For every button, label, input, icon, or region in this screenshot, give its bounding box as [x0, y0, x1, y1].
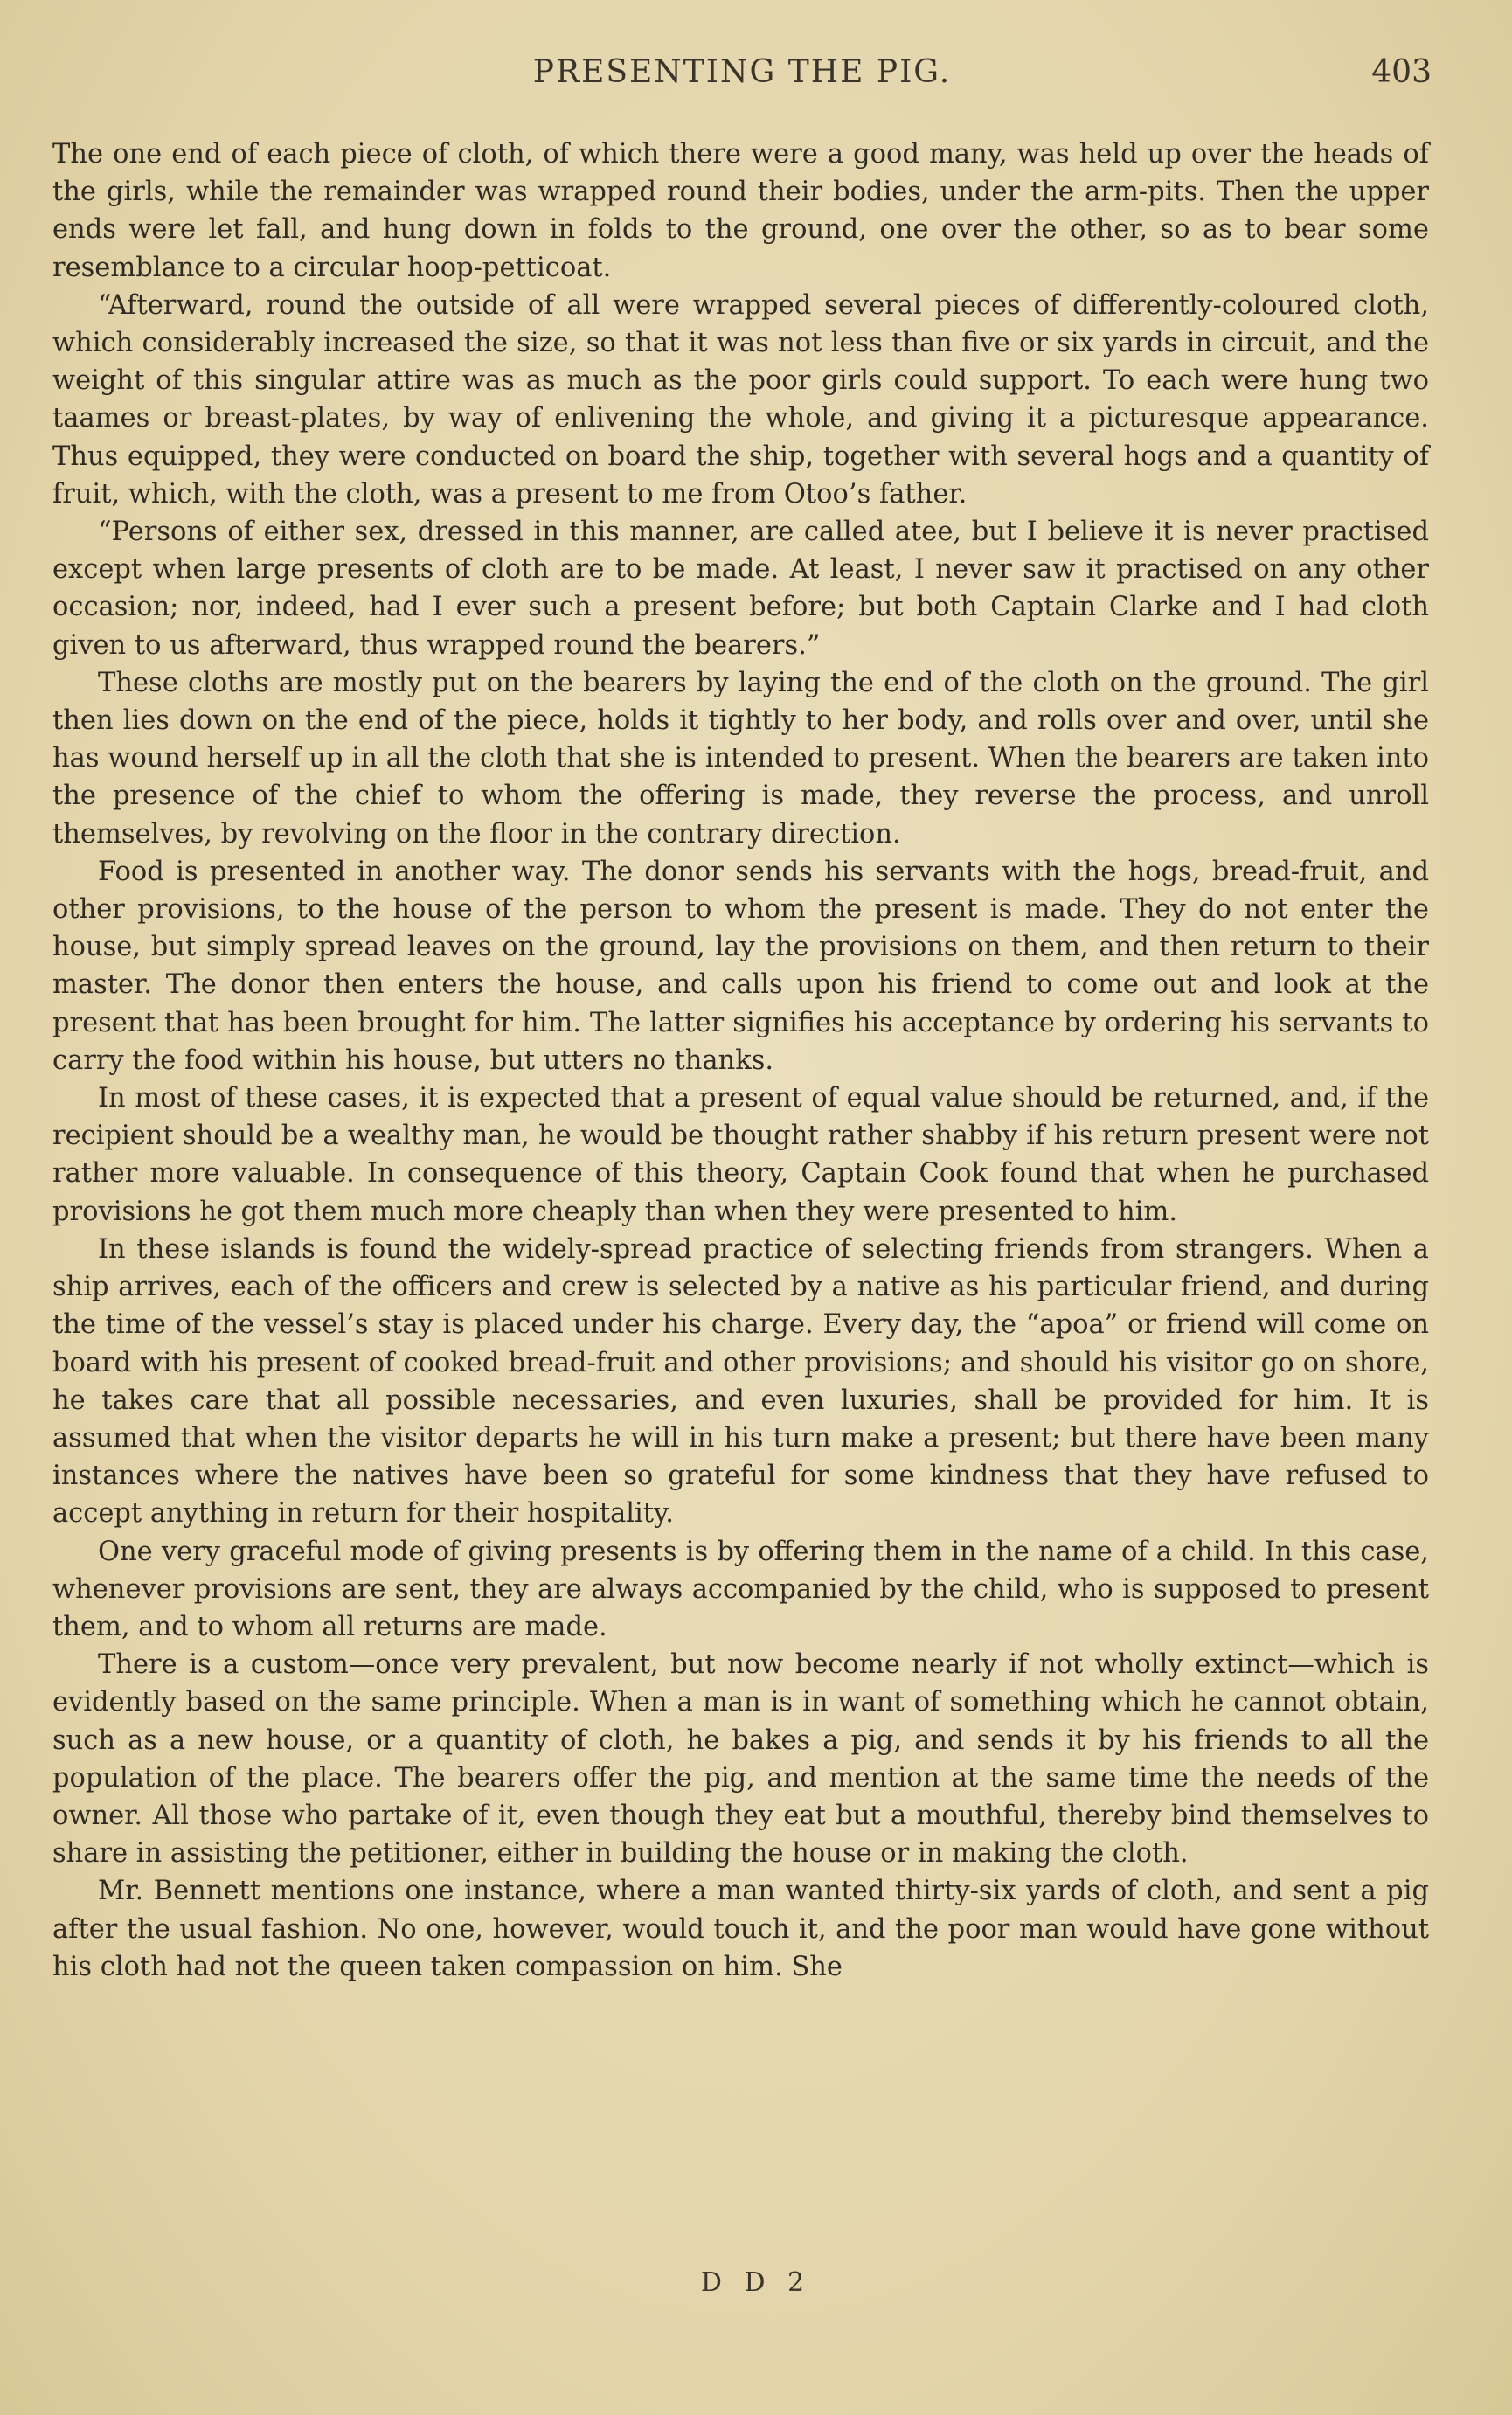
running-head	[52, 54, 1432, 107]
paragraph-1: The one end of each piece of cloth, of which there were a good many, was held up over the heads of the girls, while the remainder was wrapped round their bodies, under the arm-pits. Then the upper ends were let fall, and hung down in folds to the ground, one over the other, so as to bear some resemblance to a circular hoop-petticoat.	[52, 139, 1429, 283]
page-number: 403	[1371, 54, 1432, 90]
paragraph-6: In most of these cases, it is expected that a present of equal value should be returned, and, if the recipient should be a wealthy man, he would be thought rather shabby if his return present were not rather more valuable. In consequence of this theory, Captain Cook found that when he purchased provisions he got them much more cheaply than when they were presented to him.	[52, 1083, 1429, 1227]
paragraph-4: These cloths are mostly put on the bearers by laying the end of the cloth on the ground. The girl then lies down on the end of the piece, holds it tightly to her body, and rolls over and over, until she has wound herself up in all the cloth that she is intended to present. When the bearers are taken into the presence of the chief to whom the offering is made, they reverse the process, and unroll themselves, by revolving on the floor in the contrary direction.	[52, 667, 1429, 850]
running-title: PRESENTING THE PIG.	[532, 54, 952, 90]
paragraph-5: Food is presented in another way. The donor sends his servants with the hogs, bread-fruit, and other provisions, to the house of the person to whom the present is made. They do not enter the house, but simply spread leaves on the ground, lay the provisions on them, and then return to their master. The donor then enters the house, and calls upon his friend to come out and look at the present that has been brought for him. The latter signifies his acceptance by ordering his servants to carry the food within his house, but utters no thanks.	[52, 856, 1429, 1076]
body-text	[52, 135, 1429, 1986]
paragraph-10: Mr. Bennett mentions one instance, where a man wanted thirty-six yards of cloth, and sent a pig after the usual fashion. No one, however, would touch it, and the poor man would have gone without his cloth had not the queen taken compassion on him. She	[52, 1876, 1429, 1982]
paragraph-2: “Afterward, round the outside of all were wrapped several pieces of differently-coloured cloth, which considerably increased the size, so that it was not less than five or six yards in circuit, and the weight of this singular attire was as much as the poor girls could support. To each were hung two taames or breast-plates, by way of enlivening the whole, and giving it a picturesque appearance. Thus equipped, they were conducted on board the ship, together with several hogs and a quantity of fruit, which, with the cloth, was a present to me from Otoo’s father.	[52, 289, 1429, 510]
paragraph-3: “Persons of either sex, dressed in this manner, are called atee, but I believe it is never practised except when large presents of cloth are to be made. At least, I never saw it practised on any other occasion; nor, indeed, had I ever such a present before; but both Captain Clarke and I had cloth given to us afterward, thus wrapped round the bearers.”	[52, 517, 1429, 661]
signature-mark: D D 2	[700, 2267, 812, 2298]
paragraph-8: One very graceful mode of giving presents is by offering them in the name of a child. In this case, whenever provisions are sent, they are always accompanied by the child, who is supposed to present them, and to whom all returns are made.	[52, 1536, 1429, 1642]
paragraph-7: In these islands is found the widely-spread practice of selecting friends from strangers. When a ship arrives, each of the officers and crew is selected by a native as his particular friend, and during the time of the vessel’s stay is placed under his charge. Every day, the “apoa” or friend will come on board with his present of cooked bread-fruit and other provisions; and should his visitor go on shore, he takes care that all possible necessaries, and even luxuries, shall be provided for him. It is assumed that when the visitor departs he will in his turn make a present; but there have been many instances where the natives have been so grateful for some kindness that they have refused to accept anything in return for their hospitality.	[52, 1233, 1429, 1530]
paragraph-9: There is a custom—once very prevalent, but now become nearly if not wholly extinct—which is evidently based on the same principle. When a man is in want of something which he cannot obtain, such as a new house, or a quantity of cloth, he bakes a pig, and sends it by his friends to all the population of the place. The bearers offer the pig, and mention at the same time the needs of the owner. All those who partake of it, even though they eat but a mouthful, thereby bind themselves to share in assisting the petitioner, either in building the house or in making the cloth.	[52, 1649, 1429, 1870]
